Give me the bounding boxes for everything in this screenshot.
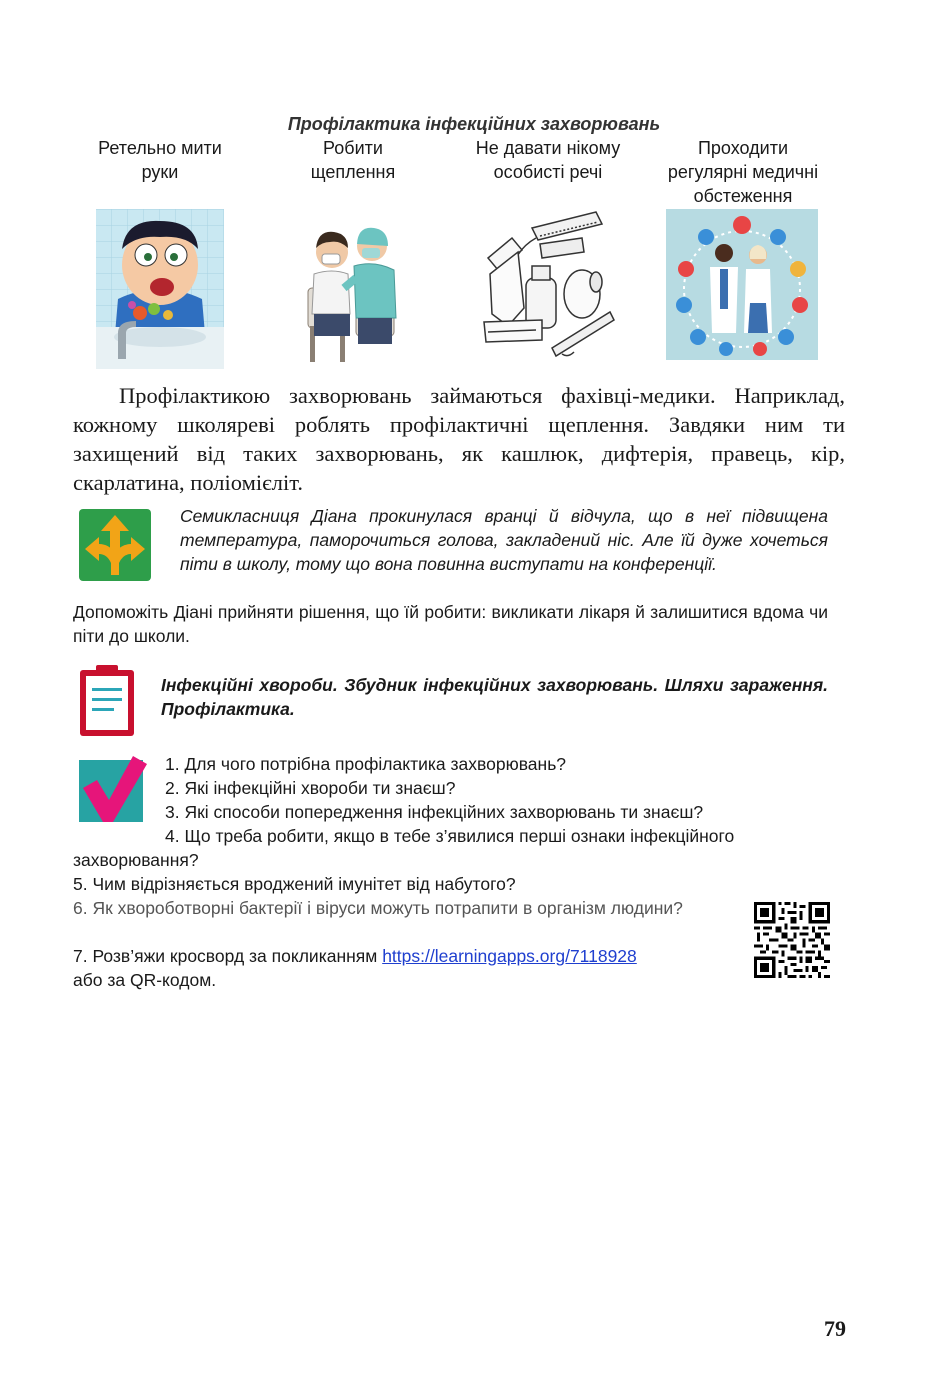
clipboard-icon [78,664,136,738]
question-7-continued: або за QR-кодом. [73,970,217,990]
question-4: 4. Що треба робити, якщо в тебе з’явилися перші ознаки інфекційного [165,826,735,846]
question-7-text: 7. Розв’яжи кросворд за покликанням [73,946,383,966]
caption-personal-items [453,136,643,184]
question-5: 5. Чим відрізняється вроджений імунітет від набутого? [73,874,516,894]
caption-handwashing [80,136,240,184]
question-1: 1. Для чого потрібна профілактика захворювань? [165,754,567,774]
caption-line: регулярні медичні [667,162,819,182]
caption-line: Ретельно мити [98,138,222,158]
caption-line: обстеження [693,186,793,206]
vaccination-illustration [300,218,404,364]
question-3: 3. Які способи попередження інфекційних захворювань ти знаєш? [165,802,704,822]
caption-medical-checkup [648,136,838,208]
qr-code-icon[interactable] [754,902,830,978]
situation-text: Семикласниця Діана прокинулася вранці й відчула, що в неї підвищена температура, паморочиться голова, закладений ніс. Але їй дуже хочеться піти в школу, тому що вона повинна виступати на конференції. [180,506,828,574]
caption-line: Не давати нікому [475,138,621,158]
question-2: 2. Які інфекційні хвороби ти знаєш? [165,778,456,798]
checkmark-icon [79,756,147,824]
page-number: 79 [824,1316,846,1341]
summary-topics: Інфекційні хвороби. Збудник інфекційних захворювань. Шляхи зараження. Профілактика. [161,675,828,719]
personal-items-illustration [478,208,616,364]
medical-checkup-illustration [666,209,818,360]
decision-arrows-icon [79,509,151,581]
question-6: 6. Як хвороботворні бактерії і віруси можуть потрапити в організм людини? [73,898,683,918]
caption-vaccination [268,136,438,184]
caption-line: щеплення [310,162,396,182]
situation-task: Допоможіть Діані прийняти рішення, що їй робити: викликати лікаря й залишитися вдома чи піти до школи. [73,602,828,646]
intro-paragraph: Профілактикою захворювань займаються фахівці-медики. Наприклад, кожному школяреві роблять профілактичні щеплення. Завдяки ним ти захищений від таких захворювань, як кашлюк, дифтерія, правець, кір, скарлатина, поліомієліт. [73,383,845,495]
question-7 [73,944,637,968]
caption-line: руки [141,162,179,182]
question-4-continued: захворювання? [73,850,199,870]
learningapps-link[interactable]: https://learningapps.org/7118928 [382,946,637,966]
caption-line: Робити [323,138,383,158]
handwashing-boy-illustration [96,209,224,369]
caption-line: особисті речі [493,162,603,182]
section-title: Профілактика інфекційних захворювань [287,114,661,134]
caption-line: Проходити [697,138,789,158]
